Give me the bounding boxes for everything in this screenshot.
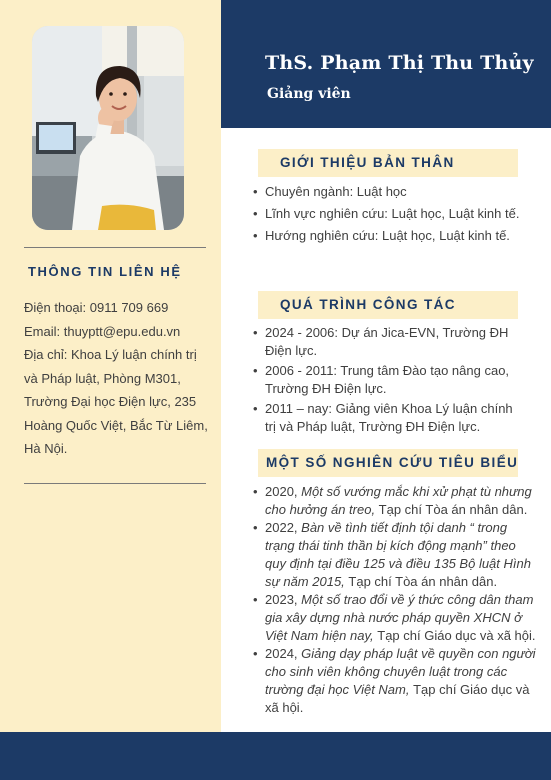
research-title-text: Việt Nam hiện nay, (265, 628, 378, 643)
research-title-text: sự năm 2015, (265, 574, 349, 589)
list-item-line: Trường ĐH Điện lực. (265, 381, 387, 396)
research-title-text: Một số trao đổi về ý thức công dân tham (301, 592, 534, 607)
research-text: Tạp chí Tòa án nhân dân. (378, 502, 528, 517)
research-item-line (265, 537, 536, 555)
research-title-text: Một số vướng mắc khi xử phạt tù nhưng (301, 484, 532, 499)
research-title-text: cho sinh viên không chuyên luật trong các (265, 664, 508, 679)
research-text: 2023, (265, 592, 302, 607)
research-text: Tạp chí Giáo dục và (413, 682, 530, 697)
research-text: Tạp chí Giáo dục và xã hội. (377, 628, 536, 643)
research-item (252, 645, 536, 717)
research-item-line (265, 609, 536, 627)
research-title-text: trạng thái tinh thần bị kích động mạnh” theo (265, 538, 516, 553)
person-role: Giảng viên (267, 86, 351, 102)
divider (24, 483, 206, 484)
research-item-line (265, 573, 536, 591)
research-text: xã hội. (265, 700, 304, 715)
research-item-line (265, 591, 536, 609)
contact-line: Email: thuyptt@epu.edu.vn (24, 323, 181, 339)
work-list (252, 324, 513, 438)
research-item-line (265, 663, 536, 681)
list-item-line: trị và Pháp luật, Trường ĐH Điện lực. (265, 419, 481, 434)
research-title-text: quy định tại điều 125 và điều 135 Bộ luật Hình (265, 556, 531, 571)
research-title-text: Giảng dạy pháp luật về quyền con người (301, 646, 536, 661)
research-item-line (265, 555, 536, 573)
contact-line: Hà Nội. (24, 441, 68, 456)
research-text: 2024, (265, 646, 302, 661)
research-item-line (265, 681, 536, 699)
research-item (252, 519, 536, 591)
contact-heading: THÔNG TIN LIÊN HỆ (28, 264, 182, 279)
profile-photo (32, 26, 184, 230)
research-item-line (265, 627, 536, 645)
list-item (252, 324, 513, 360)
research-title-text: trường đại học Việt Nam, (265, 682, 414, 697)
research-item-line (265, 645, 536, 663)
list-item: • Chuyên ngành: Luật học (252, 182, 519, 202)
contact-line: Điện thoại: 0911 709 669 (24, 300, 169, 315)
research-item-line (265, 699, 536, 717)
research-title-text: cho hưởng án treo, (265, 502, 379, 517)
list-item-line: • 2006 - 2011: Trung tâm Đào tạo nâng cao, (265, 363, 510, 378)
contact-line: Địa chỉ: Khoa Lý luận chính trị (24, 347, 197, 362)
research-item-line (265, 519, 536, 537)
person-name: ThS. Phạm Thị Thu Thủy (265, 52, 534, 74)
research-item-line (265, 501, 536, 519)
research-item-line (265, 483, 536, 501)
research-text: 2022, (265, 520, 302, 535)
contact-line: và Pháp luật, Phòng M301, (24, 370, 181, 386)
work-heading: QUÁ TRÌNH CÔNG TÁC (258, 291, 518, 319)
list-item: • Lĩnh vực nghiên cứu: Luật học, Luật kinh tế. (252, 204, 519, 224)
research-item (252, 483, 536, 519)
research-list (252, 483, 536, 717)
list-item-line: • 2024 - 2006: Dự án Jica-EVN, Trường ĐH (265, 325, 509, 340)
contact-info (24, 296, 216, 461)
list-item (252, 400, 513, 436)
research-text: 2020, (265, 484, 302, 499)
contact-line: Hoàng Quốc Việt, Bắc Từ Liêm, (24, 417, 208, 433)
footer-band (0, 732, 551, 780)
list-item-line: Điện lực. (265, 343, 318, 358)
intro-list (252, 182, 519, 246)
research-item (252, 591, 536, 645)
list-item: • Hướng nghiên cứu: Luật học, Luật kinh tế. (252, 226, 519, 246)
list-item-line: • 2011 – nay: Giảng viên Khoa Lý luận chính (265, 401, 513, 416)
research-title-text: Bàn về tình tiết định tội danh “ trong (301, 520, 508, 535)
list-item (252, 362, 513, 398)
divider (24, 247, 206, 248)
research-title-text: gia xây dựng nhà nước pháp quyền XHCN ở (265, 610, 522, 625)
intro-heading: GIỚI THIỆU BẢN THÂN (258, 149, 518, 177)
research-heading: MỘT SỐ NGHIÊN CỨU TIÊU BIỂU (258, 449, 518, 477)
contact-line: Trường Đại học Điện lực, 235 (24, 394, 197, 409)
research-text: Tạp chí Tòa án nhân dân. (348, 574, 498, 589)
